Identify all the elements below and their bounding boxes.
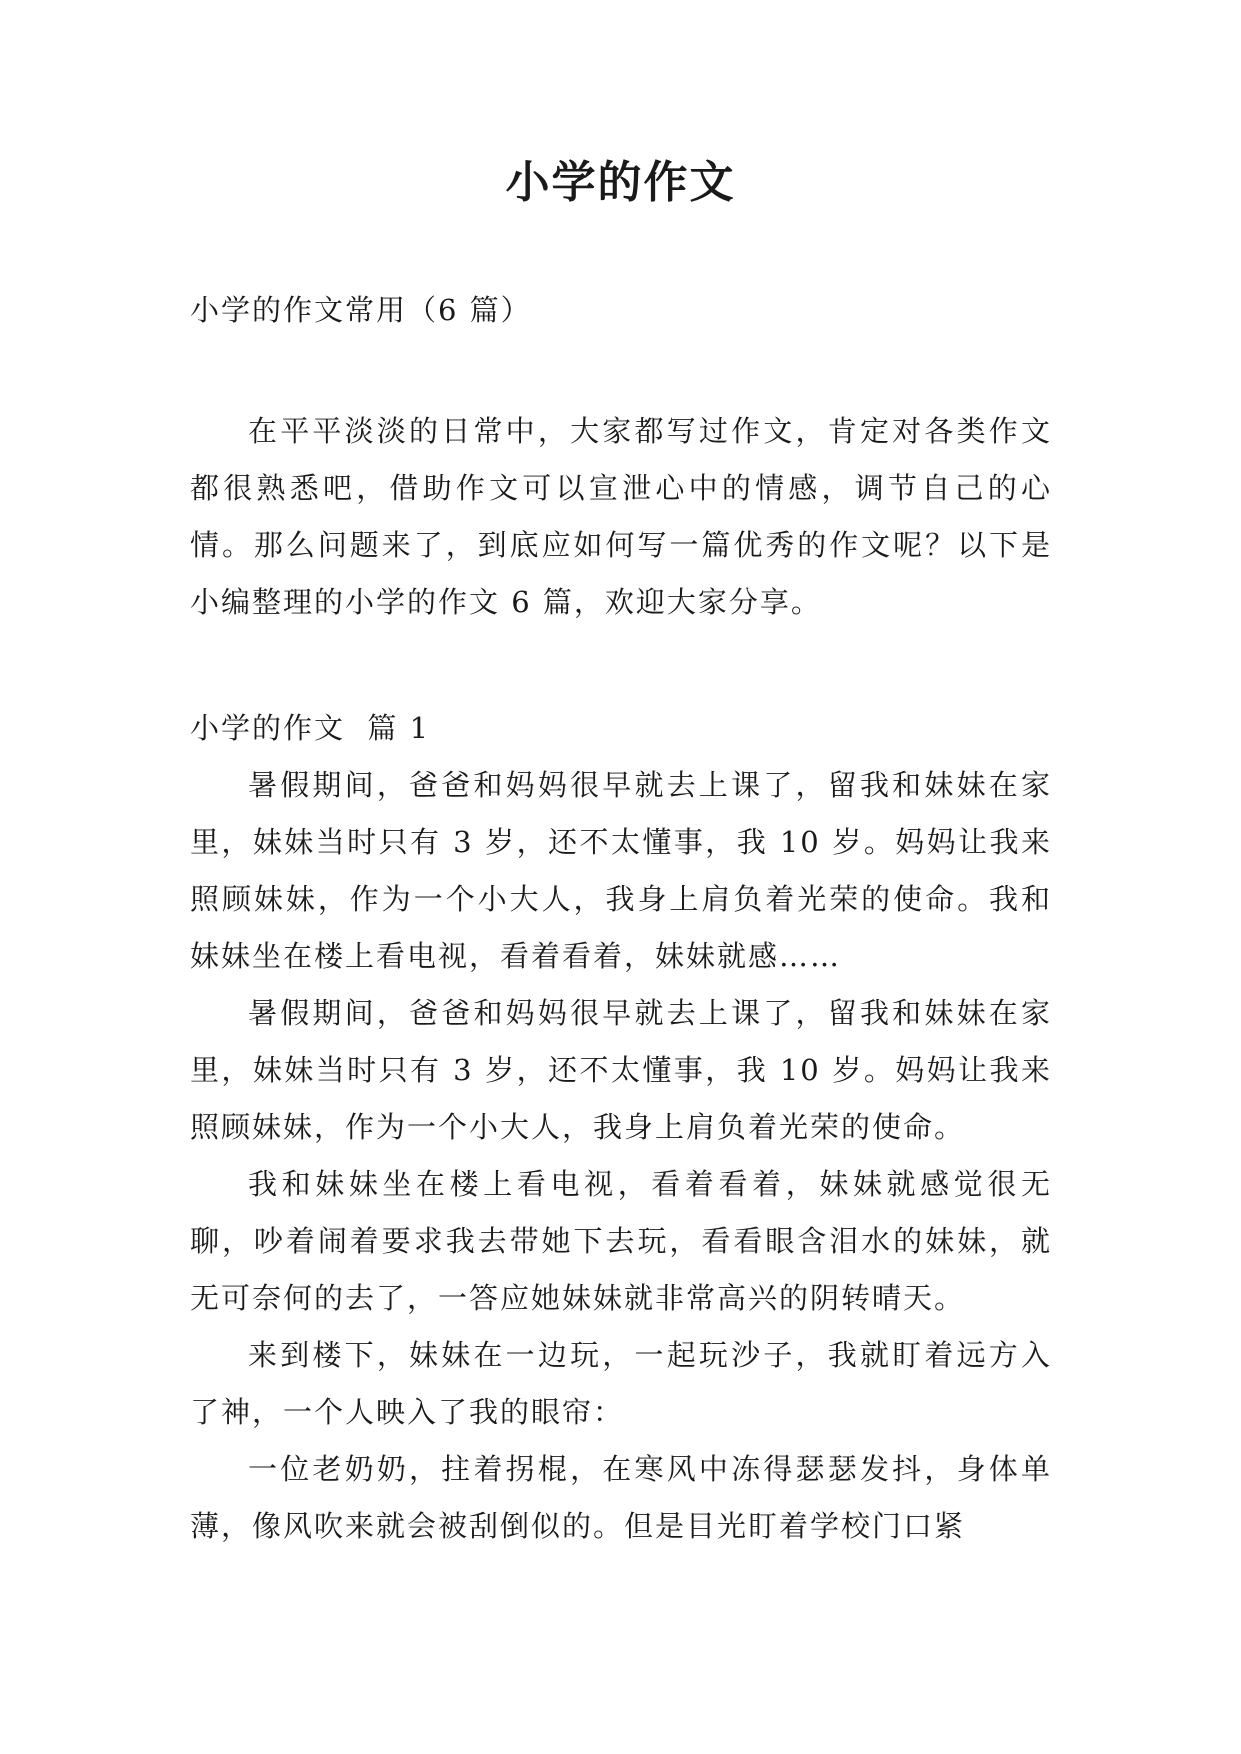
document-subtitle: 小学的作文常用（6 篇） [190,293,532,327]
intro-block [190,403,1052,631]
section-heading: 小学的作文 篇 1 [190,711,431,745]
intro-paragraph: 在平平淡淡的日常中，大家都写过作文，肯定对各类作文都很熟悉吧，借助作文可以宣泄心中的情感，调节自己的心情。那么问题来了，到底应如何写一篇优秀的作文呢？以下是小编整理的小学的作文 6 篇，欢迎大家分享。 [190,414,1052,619]
essay-section-1 [190,700,1052,1555]
essay-paragraph-2: 暑假期间，爸爸和妈妈很早就去上课了，留我和妹妹在家里，妹妹当时只有 3 岁，还不太懂事，我 10 岁。妈妈让我来照顾妹妹，作为一个小大人，我身上肩负着光荣的使命。 [190,996,1052,1144]
essay-paragraph-1: 暑假期间，爸爸和妈妈很早就去上课了，留我和妹妹在家里，妹妹当时只有 3 岁，还不太懂事，我 10 岁。妈妈让我来照顾妹妹，作为一个小大人，我身上肩负着光荣的使命。我和妹妹坐在楼上看电视，看着看着，妹妹就感…… [190,768,1052,973]
essay-paragraph-4: 来到楼下，妹妹在一边玩，一起玩沙子，我就盯着远方入了神，一个人映入了我的眼帘： [190,1338,1052,1429]
essay-paragraph-5: 一位老奶奶，拄着拐棍，在寒风中冻得瑟瑟发抖，身体单薄，像风吹来就会被刮倒似的。但是目光盯着学校门口紧 [190,1452,1052,1543]
document-title: 小学的作文 [505,157,736,208]
essay-paragraph-3: 我和妹妹坐在楼上看电视，看着看着，妹妹就感觉很无聊，吵着闹着要求我去带她下去玩，看看眼含泪水的妹妹，就无可奈何的去了，一答应她妹妹就非常高兴的阴转晴天。 [190,1167,1052,1315]
